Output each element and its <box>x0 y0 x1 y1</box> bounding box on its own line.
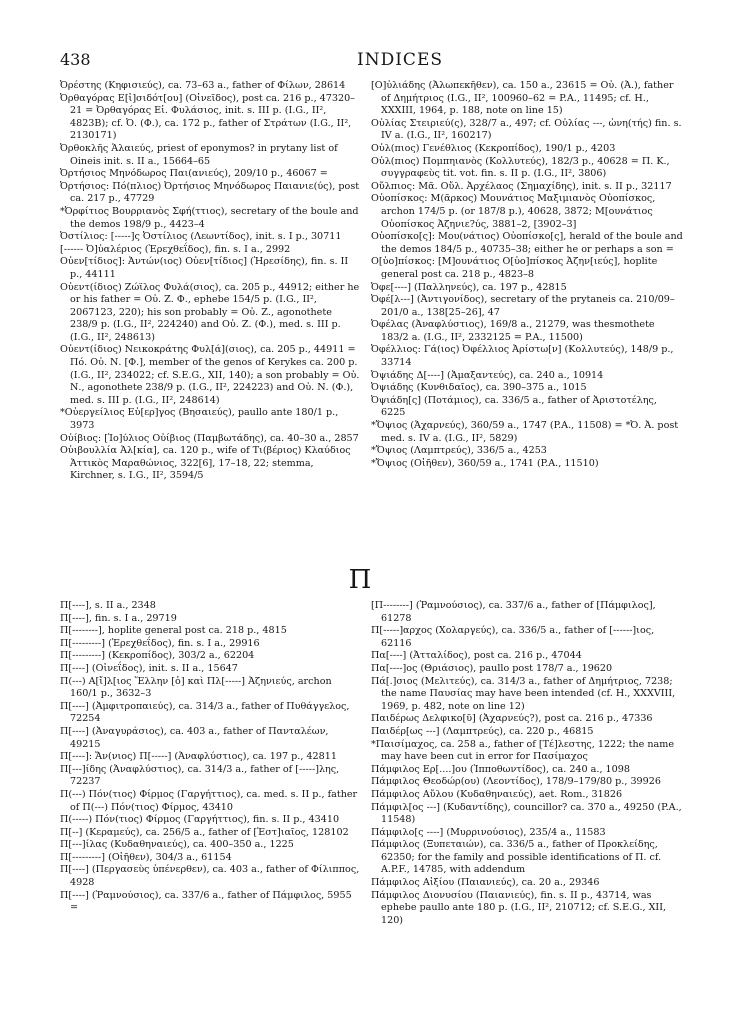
index-entry: Ὀρθοκλῆς Ἁλαιεύς, priest of eponymos? in prytany list of Oineis init. s. II a., 15664–65 <box>60 142 338 167</box>
index-entry: Οὐλ(πιος) Γενέθλιος (Κεκροπίδος), 190/1 p., 4203 <box>371 142 616 154</box>
index-entry: Πάμφιλος (Ξυπεταιών), ca. 336/5 a., father of Προκλείδης, 62350; for the family and possible identifications of Π. cf. A.P.F., 14785, with addendum <box>371 839 662 876</box>
index-entry: [------ Ὀ]ὐαλέριος (Ἐρεχθεΐδος), fin. s. I a., 2992 <box>60 243 291 255</box>
index-entry: Οὐοπίσκος: Μ(ᾶρκος) Μουνάτιος Μαξιμιανὸς Οὐοπίσκος, archon 174/5 p. (or 187/8 p.), 40628, 3872; Μ[ουνάτιος Οὐοπίσκος Ἀζηνιε?ύς, 3881–2, [3902–3] <box>371 193 656 230</box>
index-entry: Οὐίβιος: [Ἰο]ύλιος Οὐίβιος (Παμβωτάδης), ca. 40–30 a., 2857 <box>60 432 359 444</box>
index-entry: Π(---) Α[ἴ]λ[ιος Ἕλλην [ὁ] καὶ Πλ[-----] Ἀζηνιεύς, archon 160/1 p., 3632–3 <box>60 675 332 700</box>
index-entry: Ὀφέ[λ---] (Ἀντιγονίδος), secretary of the prytaneis ca. 210/09–201/0 a., 138[25–26], 47 <box>371 294 675 318</box>
index-entry: Ὀρθαγόρας Ε[ἰ]σιδότ[ου] (Οἰνεῖδος), post ca. 216 p., 47320–21 = Ὀρθαγόρας Εἰ. Φυλάσιος, init. s. III p. (I.G., II², 4823B); cf. Ὀ. (Φ.), ca. 172 p., father of Στράτων (I.G., II², 2130171) <box>60 92 355 142</box>
index-entry: Π(-----) Πόν(τιος) Φίρμος (Γαργήττιος), fin. s. II p., 43410 <box>60 814 340 826</box>
index-entry: Ὀφε[----] (Παλληνεύς), ca. 197 p., 42815 <box>371 281 567 293</box>
index-entry: Ὀψιάδης Δ[----] (Ἀμαξαντεύς), ca. 240 a., 10914 <box>371 369 604 381</box>
index-entry: Πάμφιλος Αὔλου (Κυδαθηναιεύς), aet. Rom., 31826 <box>371 788 623 800</box>
index-entry: Πάμφιλος Διονυσίου (Παιανιεύς), fin. s. II p., 43714, was ephebe paullo ante 180 p. (I.G., II², 210712; cf. S.E.G., XII, 120) <box>371 889 667 926</box>
index-entry: Οὐλ(πιος) Πομπηιανὸς (Κολλυτεύς), 182/3 p., 40628 = Π. Κ., συγγραφεὺς tit. vot. fin. s. II p. (I.G., II², 3806) <box>371 155 670 180</box>
index-entry: *Ὀρφίτιος Βουρριανὸς Σφή(ττιος), secretary of the boule and the demos 198/9 p., 4423–4 <box>60 205 359 230</box>
index-entry: Π[---]ίδης (Ἀναφλύστιος), ca. 314/3 a., father of [-----]λης, 72237 <box>60 763 340 788</box>
index-entry: Πάμφιλο[ς ----] (Μυρρινούσιος), 235/4 a., 11583 <box>371 826 606 838</box>
index-entry: Ὀψιάδη[ς] (Ποτάμιος), ca. 336/5 a., father of Ἀριστοτέλης, 6225 <box>371 394 657 419</box>
index-entry: Ὀφέλλιος: Γά(ιος) Ὀφέλλιος Ἀρίστω[ν] (Κολλυτεύς), 148/9 p., 33714 <box>371 344 674 369</box>
index-entry: Οὐοπίσκο[ς]: Μου(νάτιος) Οὐοπίσκο[ς], herald of the boule and the demos 184/5 p., 40735–38; either he or perhaps a son = <box>371 231 683 255</box>
index-entry: *Ὄψιος (Ἀχαρνεύς), 360/59 a., 1747 (P.A., 11508) = *Ὀ. Ἀ. post med. s. IV a. (I.G., II², 5829) <box>371 420 679 444</box>
index-entry: Ὀρτήσιος: Πό(πλιος) Ὀρτήσιος Μηνόδωρος Παιανιε(ύς), post ca. 217 p., 47729 <box>60 180 360 205</box>
index-entry: Π[----], fin. s. I a., 29719 <box>60 612 177 624</box>
section-letter: Π <box>348 565 372 595</box>
index-entry: Π[----] (Ῥαμνούσιος), ca. 337/6 a., father of Πάμφιλος, 5955 = <box>60 889 352 914</box>
index-column-bottom-left <box>60 600 360 915</box>
index-entry: Ὀστίλιος: [-----]ς Ὀστίλιος (Λεωντίδος), init. s. I p., 30711 <box>60 231 342 243</box>
index-entry: Π[----] (Ἀμφιτροπαιεύς), ca. 314/3 a., father of Πυθάγγελος, 72254 <box>60 700 350 725</box>
index-entry: Οὐιβουλλία Ἀλ[κία], ca. 120 p., wife of Τι(βέριος) Κλαύδιος Ἀττικὸς Μαραθώνιος, 322[6], 17–18, 22; stemma, Kirchner, s. I.G., II², 3594/5 <box>60 445 351 482</box>
index-entry: Ὀφέλας (Ἀναφλύστιος), 169/8 a., 21279, was thesmothete 183/2 a. (I.G., II², 2332125 = P.A., 11500) <box>371 319 655 343</box>
index-entry: [Ο]ὐλιάδης (Ἀλωπεκῆθεν), ca. 150 a., 23615 = Οὐ. (Ἀ.), father of Δημήτριος (I.G., II², 100960–62 = P.A., 11495; cf. H., XXXIII, 1964, p. 188, note on line 15) <box>371 80 674 117</box>
index-entry: Οὐλίας Στειριεύ(ς), 328/7 a., 497; cf. Οὐλίας ---, ὠνη(τής) fin. s. IV a. (I.G., II², 160217) <box>371 117 682 142</box>
index-entry: Π[----] (Οἰνεΐδος), init. s. II a., 15647 <box>60 662 238 674</box>
index-entry: [Π--------] (Ῥαμνούσιος), ca. 337/6 a., father of [Πάμφιλος], 61278 <box>371 600 656 624</box>
index-entry: *Παισίμαχος, ca. 258 a., father of [Τέ]λεστης, 1222; the name may have been cut in error for Πασίμαχος <box>371 738 675 763</box>
index-entry: Πά[.]σιος (Μελιτεύς), ca. 314/3 a., father of Δημήτριος, 7238; the name Παυσίας may have been intended (cf. H., XXXVIII, 1969, p. 482, note on line 12) <box>371 675 676 712</box>
index-entry: Παιδέρ[ως ---] (Λαμπτρεύς), ca. 220 p., 46815 <box>371 725 594 737</box>
index-entry: Π[---]ίλας (Κυδαθηναιεύς), ca. 400–350 a., 1225 <box>60 839 294 851</box>
index-column-bottom-right <box>371 600 683 927</box>
index-entry: Οὐεντ(ίδιος) Ζώϊλος Φυλά(σιος), ca. 205 p., 44912; either he or his father = Οὐ. Ζ. Φ., ephebe 154/5 p. (I.G., II², 2067123, 220); his son probably = Οὐ. Ζ., agonothete 238/9 p. (I.G., II², 224240) and Οὐ. Ζ. (Φ.), med. s. III p. (I.G., II², 248613) <box>60 281 360 343</box>
index-entry: Πα[----] (Ἀτταλίδος), post ca. 216 p., 47044 <box>371 650 582 662</box>
index-entry: Πάμφιλος Αἰξίου (Παιανιεύς), ca. 20 a., 29346 <box>371 877 600 889</box>
index-entry: Πάμφιλος Θεοδώρ(ου) (Λεοντίδος), 178/9–179/80 p., 39926 <box>371 776 661 788</box>
index-entry: Π[---------] (Οἰῆθεν), 304/3 a., 61154 <box>60 851 232 863</box>
index-entry: Ὀψιάδης (Κυνθιδαῖος), ca. 390–375 a., 1015 <box>371 382 587 394</box>
index-entry: Π(---) Πόν(τιος) Φίρμος (Γαργήττιος), ca. med. s. II p., father of Π(---) Πόν(τιος) Φίρμος, 43410 <box>60 788 358 813</box>
index-entry: Οὔλπιος: Μᾶ. Οὔλ. Ἀρχέλαος (Σημαχίδης), init. s. II p., 32117 <box>371 180 672 192</box>
index-entry: Π[--] (Κεραμεύς), ca. 256/5 a., father of [Ἑστ]ιαῖος, 128102 <box>60 826 349 838</box>
index-entry: Παιδέρως Δελφικο[ῦ] (Ἀχαρνεύς?), post ca. 216 p., 47336 <box>371 713 653 725</box>
index-entry: Π[----] (Ἀναγυράσιος), ca. 403 a., father of Πανταλέων, 49215 <box>60 725 329 750</box>
page-number: 438 <box>60 50 91 69</box>
running-head: INDICES <box>357 50 443 70</box>
index-entry: Οὐεν[τίδιος]: Ἀντών(ιος) Οὐεν[τίδιος] (Ἡρεσίδης), fin. s. II p., 44111 <box>60 256 349 280</box>
index-column-top-left <box>60 80 360 483</box>
index-entry: Π[--------], hoplite general post ca. 218 p., 4815 <box>60 625 287 637</box>
index-entry: *Οὐεργείλιος Εὐ[ερ]γος (Βησαιεύς), paullo ante 180/1 p., 3973 <box>60 407 339 432</box>
index-column-top-right <box>371 80 683 470</box>
index-entry: *Ὄψιος (Οἰῆθεν), 360/59 a., 1741 (P.A., 11510) <box>371 457 599 469</box>
index-entry: Πάμφιλος Ερ[....]ου (Ἱπποθωντίδος), ca. 240 a., 1098 <box>371 763 630 775</box>
index-entry: Ο[ὐο]πίσκος: [Μ]ουνάτιος Ο[ὐο]πίσκος Ἀζην[ιεύς], hoplite general post ca. 218 p., 4823–8 <box>371 256 658 280</box>
index-entry: Πα[----]ος (Θριάσιος), paullo post 178/7 a., 19620 <box>371 662 613 674</box>
index-entry: Πάμφιλ[ος ---] (Κυδαντίδης), councillor? ca. 370 a., 49250 (P.A., 11548) <box>371 801 682 826</box>
index-entry: Π[-----]αρχος (Χολαργεύς), ca. 336/5 a., father of [------]ιος, 62116 <box>371 625 655 649</box>
index-entry: Π[----], s. II a., 2348 <box>60 600 156 611</box>
index-entry: Ὀρέστης (Κηφισιεύς), ca. 73–63 a., father of Φίλων, 28614 <box>60 80 346 91</box>
index-entry: Π[----]: Ἄν(νιος) Π[-----] (Ἀναφλύστιος), ca. 197 p., 42811 <box>60 751 337 763</box>
index-entry: Ὀρτήσιος Μηνόδωρος Παι(ανιεύς), 209/10 p., 46067 = <box>60 168 328 180</box>
index-entry: Π[----] (Περγασεὺς ὑπένερθεν), ca. 403 a., father of Φίλιππος, 4928 <box>60 864 360 889</box>
index-entry: Π[---------] (Κεκροπίδος), 303/2 a., 62204 <box>60 650 255 662</box>
index-entry: *Ὄψιος (Λαμπτρεύς), 336/5 a., 4253 <box>371 445 547 457</box>
index-entry: Οὐεντ(ίδιος) Νεικοκράτης Φυλ[ά](σιος), ca. 205 p., 44911 = Πό. Οὐ. Ν. [Φ.], member of the genos of Kerykes ca. 200 p. (I.G., II², 234022; cf. S.E.G., XII, 140); a son probably = Οὐ. Ν., agonothete 238/9 p. (I.G., II², 224223) and Οὐ. Ν. (Φ.), med. s. III p. (I.G., II², 248614) <box>60 344 360 406</box>
index-entry: Π[---------] (Ἐρεχθεΐδος), fin. s. I a., 29916 <box>60 637 260 649</box>
